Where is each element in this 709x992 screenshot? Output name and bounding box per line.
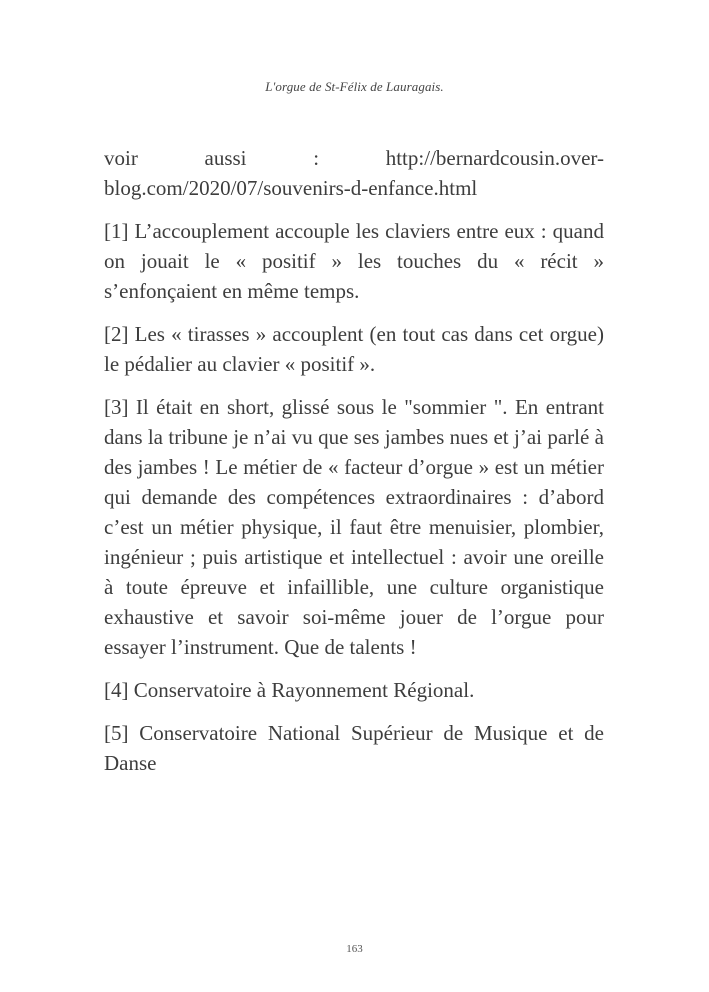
footnote-ref: [2] xyxy=(104,322,129,346)
footnote-text: Les « tirasses » accouplent (en tout cas dans cet orgue) le pédalier au clavier « positif ». xyxy=(104,322,604,376)
footnote-text: Conservatoire National Supérieur de Musique et de Danse xyxy=(104,721,605,775)
running-header: L'orgue de St-Félix de Lauragais. xyxy=(265,79,444,94)
footnote-2 xyxy=(104,319,604,379)
footnotes-section xyxy=(104,143,604,791)
see-also-link[interactable]: voir aussi : http://bernardcousin.over-blog.com/2020/07/souvenirs-d-enfance.html xyxy=(104,146,604,200)
footnote-ref: [4] xyxy=(104,678,129,702)
footnote-5 xyxy=(104,718,604,778)
footnote-ref: [3] xyxy=(104,395,129,419)
footnote-ref: [5] xyxy=(104,721,129,745)
footnote-text: L’accouplement accouple les claviers entre eux : quand on jouait le « positif » les touches du « récit » s’enfonçaient en même temps. xyxy=(104,219,604,303)
footnote-ref: [1] xyxy=(104,219,129,243)
footnote-text: Conservatoire à Rayonnement Régional. xyxy=(133,678,475,702)
footnote-3 xyxy=(104,392,604,662)
page-number: 163 xyxy=(346,943,363,955)
footnote-4 xyxy=(104,675,604,705)
footnote-text: Il était en short, glissé sous le "sommier ". En entrant dans la tribune je n’ai vu que ses jambes nues et j’ai parlé à des jambes ! Le métier de « facteur d’orgue » est un métier qui demande des compétences extraordinaires : d’abord c’est un métier physique, il faut être menuisier, plombier, ingénieur ; puis artistique et intellectuel : avoir une oreille à toute épreuve et infaillible, une culture organistique exhaustive et savoir soi-même jouer de l’orgue pour essayer l’instrument. Que de talents ! xyxy=(104,395,604,659)
footnote-1 xyxy=(104,216,604,306)
